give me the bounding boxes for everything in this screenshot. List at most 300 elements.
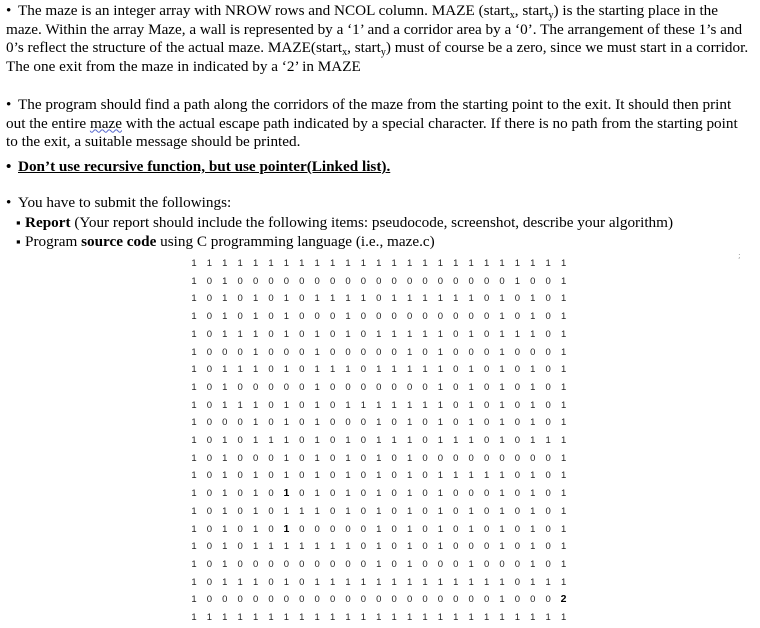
maze-cell: 1	[283, 328, 290, 340]
maze-cell: 1	[391, 364, 397, 376]
maze-cell: 0	[422, 346, 428, 358]
maze-cell: 1	[437, 328, 444, 340]
maze-cell: 1	[406, 470, 413, 482]
maze-cell: 0	[252, 275, 259, 287]
maze-cell: 0	[237, 346, 243, 358]
maze-cell: 1	[499, 346, 505, 358]
maze-cell: 0	[329, 488, 336, 500]
maze-cell: 1	[530, 523, 536, 535]
maze-cell: 0	[206, 417, 213, 429]
maze-cell: 1	[314, 470, 320, 482]
maze-cell: 0	[483, 328, 490, 340]
maze-cell: 0	[360, 488, 367, 500]
maze-cell: 1	[391, 328, 397, 340]
maze-cell: 1	[191, 328, 197, 340]
maze-cell: 1	[237, 399, 243, 411]
maze-cell: 1	[437, 381, 444, 393]
maze-cell: 0	[222, 594, 228, 606]
maze-cell: 1	[252, 364, 259, 376]
maze-cell: 1	[191, 505, 197, 517]
maze-cell: 0	[329, 470, 336, 482]
maze-cell: 0	[360, 541, 367, 553]
maze-cell: 1	[360, 612, 367, 623]
maze-cell: 0	[329, 381, 336, 393]
maze-cell: 1	[314, 364, 320, 376]
maze-cell: 0	[206, 558, 213, 570]
maze-cell: 1	[191, 594, 197, 606]
submission-item-source-code: ▪ Program source code using C programming language (i.e., maze.c)	[16, 233, 435, 250]
maze-cell: 1	[530, 311, 536, 323]
maze-cell: 0	[360, 311, 367, 323]
maze-cell: 1	[329, 541, 336, 553]
maze-cell: 0	[345, 523, 351, 535]
maze-cell: 0	[453, 488, 459, 500]
maze-cell: 1	[530, 505, 536, 517]
maze-cell: 0	[329, 594, 336, 606]
maze-cell: 0	[376, 275, 382, 287]
maze-cell: 1	[191, 417, 197, 429]
maze-cell: 0	[237, 558, 243, 570]
maze-cell: 1	[422, 576, 428, 588]
maze-cell: 1	[453, 470, 459, 482]
maze-cell: 0	[329, 275, 336, 287]
maze-cell: 0	[268, 505, 274, 517]
maze-cell: 1	[345, 488, 351, 500]
maze-cell: 0	[360, 364, 367, 376]
maze-cell: 0	[514, 399, 521, 411]
maze-cell: 1	[560, 435, 567, 446]
maze-cell: 1	[345, 541, 351, 553]
maze-cell: 0	[514, 576, 521, 588]
maze-cell: 0	[406, 381, 413, 393]
maze-cell: 0	[314, 594, 320, 606]
maze-cell: 0	[514, 470, 521, 482]
maze-cell: 0	[222, 346, 228, 358]
maze-cell: 1	[468, 523, 474, 535]
maze-cell: 1	[252, 488, 259, 500]
maze-cell: 0	[545, 328, 551, 340]
maze-cell: 1	[252, 311, 259, 323]
maze-cell: 1	[530, 558, 536, 570]
maze-cell: 0	[206, 576, 213, 588]
maze-cell: 0	[514, 452, 521, 464]
maze-cell: 1	[437, 399, 444, 411]
maze-cell: 0	[345, 417, 351, 429]
maze-cell: 1	[560, 470, 567, 482]
maze-cell: 1	[283, 417, 290, 429]
maze-cell: 1	[222, 399, 228, 411]
maze-cell: 1	[499, 364, 505, 376]
maze-cell: 1	[468, 558, 474, 570]
maze-cell: 0	[437, 594, 444, 606]
maze-cell: 0	[299, 558, 305, 570]
maze-cell: 0	[222, 417, 228, 429]
maze-cell: 1	[345, 470, 351, 482]
maze-cell: 1	[376, 364, 382, 376]
maze-cell: 0	[545, 381, 551, 393]
maze-cell: 0	[329, 346, 336, 358]
maze-cell: 0	[483, 452, 490, 464]
maze-cell: 1	[376, 399, 382, 411]
maze-cell: 1	[437, 523, 444, 535]
maze-cell: 1	[468, 417, 474, 429]
maze-cell: 0	[268, 558, 274, 570]
maze-cell: 0	[514, 346, 521, 358]
maze-cell: 0	[360, 275, 367, 287]
maze-cell: 0	[391, 541, 397, 553]
maze-cell: 1	[376, 470, 382, 482]
maze-cell: 1	[283, 399, 290, 411]
maze-cell: 1	[422, 293, 428, 305]
maze-cell: 1	[376, 435, 382, 446]
maze-cell: 0	[268, 381, 274, 393]
maze-cell: 1	[345, 293, 351, 305]
maze-cell: 1	[468, 399, 474, 411]
maze-cell: 0	[283, 381, 290, 393]
maze-cell: 1	[514, 275, 521, 287]
maze-cell: 1	[191, 576, 197, 588]
maze-cell: 1	[483, 470, 490, 482]
maze-cell: 0	[360, 381, 367, 393]
maze-cell: 1	[468, 364, 474, 376]
maze-cell: 1	[252, 346, 259, 358]
maze-cell: 1	[406, 488, 413, 500]
maze-cell: 1	[499, 594, 505, 606]
maze-cell: 1	[560, 488, 567, 500]
maze-cell: 1	[406, 435, 413, 446]
maze-cell: 1	[191, 293, 197, 305]
maze-cell: 1	[345, 311, 351, 323]
maze-cell: 0	[530, 594, 536, 606]
maze-cell: 1	[329, 293, 336, 305]
maze-cell: 0	[237, 452, 243, 464]
maze-cell: 0	[314, 311, 320, 323]
maze-cell: 0	[453, 381, 459, 393]
maze-cell: 1	[345, 452, 351, 464]
maze-cell: 0	[468, 311, 474, 323]
maze-cell: 1	[391, 435, 397, 446]
maze-cell: 1	[499, 258, 505, 269]
maze-cell: 0	[391, 275, 397, 287]
maze-cell: 1	[345, 435, 351, 446]
maze-cell: 0	[299, 435, 305, 446]
maze-cell: 0	[299, 328, 305, 340]
maze-cell: 1	[283, 470, 290, 482]
maze-cell: 1	[468, 505, 474, 517]
maze-cell: 0	[453, 399, 459, 411]
maze-cell: 0	[329, 505, 336, 517]
maze-cell: 1	[283, 452, 290, 464]
maze-cell: 0	[391, 346, 397, 358]
maze-cell: 0	[206, 435, 213, 446]
maze-cell: 1	[560, 328, 567, 340]
maze-cell: 0	[514, 293, 521, 305]
maze-cell: 1	[560, 275, 567, 287]
maze-cell: 1	[314, 293, 320, 305]
maze-cell: 1	[283, 311, 290, 323]
maze-cell: 0	[514, 594, 521, 606]
maze-cell: 1	[314, 612, 320, 623]
paragraph-submission: • You have to submit the followings:	[6, 194, 232, 211]
maze-cell: 0	[422, 417, 428, 429]
maze-cell: 0	[422, 558, 428, 570]
maze-cell: 1	[560, 399, 567, 411]
maze-cell: 0	[483, 488, 490, 500]
maze-cell: 0	[422, 488, 428, 500]
maze-cell: 0	[299, 346, 305, 358]
maze-cell: 0	[345, 346, 351, 358]
maze-cell: 0	[268, 488, 274, 500]
maze-cell: 1	[530, 612, 536, 623]
maze-cell: 1	[237, 364, 243, 376]
maze-cell: 0	[360, 452, 367, 464]
maze-cell: 1	[406, 328, 413, 340]
maze-cell: 1	[222, 523, 228, 535]
maze-cell: 1	[360, 576, 367, 588]
maze-cell: 1	[483, 612, 490, 623]
maze-cell: 1	[252, 328, 259, 340]
maze-cell: 0	[483, 311, 490, 323]
maze-cell: 0	[206, 541, 213, 553]
maze-cell: 1	[191, 364, 197, 376]
maze-cell: 1	[560, 612, 567, 623]
maze-cell: 1	[560, 364, 567, 376]
maze-cell: 0	[268, 293, 274, 305]
maze-cell: 0	[514, 505, 521, 517]
maze-cell: 0	[299, 399, 305, 411]
maze-cell: 0	[422, 505, 428, 517]
maze-cell: 0	[360, 558, 367, 570]
maze-cell: 1	[191, 311, 197, 323]
maze-cell: 0	[406, 594, 413, 606]
maze-cell: 1	[299, 541, 305, 553]
maze-cell: 0	[468, 275, 474, 287]
maze-cell: 1	[437, 417, 444, 429]
maze-cell: 0	[514, 417, 521, 429]
maze-cell: 1	[530, 470, 536, 482]
maze-cell: 1	[560, 523, 567, 535]
maze-cell: 1	[499, 612, 505, 623]
maze-cell: 0	[268, 523, 274, 535]
maze-cell: 0	[376, 346, 382, 358]
maze-cell: 0	[391, 488, 397, 500]
maze-cell: 0	[530, 275, 536, 287]
maze-cell: 0	[237, 541, 243, 553]
maze-cell: 0	[391, 558, 397, 570]
maze-cell: 1	[545, 576, 551, 588]
maze-cell: 0	[545, 470, 551, 482]
maze-cell: 1	[560, 558, 567, 570]
maze-cell: 1	[468, 576, 474, 588]
maze-cell: 0	[483, 558, 490, 570]
maze-cell: 0	[545, 558, 551, 570]
maze-cell: 1	[222, 258, 228, 269]
maze-cell: 1	[391, 576, 397, 588]
maze-cell: 1	[252, 523, 259, 535]
maze-cell: 1	[345, 364, 351, 376]
maze-cell: 1	[376, 523, 382, 535]
maze-cell: 1	[514, 612, 521, 623]
maze-cell: 1	[283, 522, 290, 535]
maze-cell: 0	[468, 594, 474, 606]
maze-cell: 1	[345, 258, 351, 269]
maze-cell: 0	[453, 523, 459, 535]
maze-cell: 0	[206, 381, 213, 393]
maze-cell: 0	[453, 505, 459, 517]
maze-cell: 0	[453, 328, 459, 340]
maze-cell: 1	[499, 417, 505, 429]
maze-cell: 1	[268, 435, 274, 446]
maze-cell: 0	[545, 505, 551, 517]
maze-cell: 1	[252, 293, 259, 305]
maze-cell: 0	[437, 452, 444, 464]
maze-cell: 0	[422, 452, 428, 464]
maze-cell: 0	[545, 346, 551, 358]
maze-cell: 1	[252, 258, 259, 269]
maze-cell: 0	[437, 275, 444, 287]
maze-cell: 1	[499, 523, 505, 535]
maze-cell: 0	[268, 452, 274, 464]
maze-cell: 0	[345, 594, 351, 606]
maze-cell: 1	[360, 258, 367, 269]
maze-cell: 0	[468, 541, 474, 553]
maze-cell: 1	[345, 505, 351, 517]
maze-cell: 0	[391, 594, 397, 606]
maze-cell: 0	[268, 328, 274, 340]
maze-cell: 1	[499, 381, 505, 393]
maze-cell: 1	[191, 523, 197, 535]
maze-cell: 1	[437, 505, 444, 517]
maze-cell: 0	[514, 364, 521, 376]
maze-cell: 0	[252, 452, 259, 464]
maze-cell: 1	[314, 328, 320, 340]
maze-cell: 0	[376, 293, 382, 305]
maze-cell: 1	[437, 293, 444, 305]
maze-cell: 1	[530, 328, 536, 340]
maze-cell: 1	[283, 576, 290, 588]
maze-cell: 1	[545, 258, 551, 269]
maze-cell: 1	[468, 470, 474, 482]
maze-cell: 0	[437, 311, 444, 323]
maze-cell: 0	[299, 275, 305, 287]
maze-cell: 1	[514, 258, 521, 269]
maze-cell: 0	[345, 275, 351, 287]
maze-cell: 1	[560, 505, 567, 517]
maze-cell: 1	[345, 612, 351, 623]
maze-cell: 1	[406, 523, 413, 535]
maze-cell: 0	[360, 594, 367, 606]
maze-cell: 1	[422, 364, 428, 376]
maze-cell: 0	[237, 417, 243, 429]
square-bullet: ▪	[16, 215, 21, 230]
maze-cell: 0	[329, 399, 336, 411]
maze-cell: 0	[499, 452, 505, 464]
maze-cell: 0	[299, 381, 305, 393]
maze-cell: 0	[299, 293, 305, 305]
maze-cell: 1	[437, 364, 444, 376]
maze-cell: 1	[191, 258, 197, 269]
maze-cell: 0	[376, 381, 382, 393]
maze-cell: 0	[360, 346, 367, 358]
maze-cell: 1	[499, 470, 505, 482]
maze-cell: 1	[514, 328, 521, 340]
maze-cell: 1	[345, 399, 351, 411]
maze-cell: 1	[299, 505, 305, 517]
maze-cell: 1	[283, 258, 290, 269]
maze-cell: 0	[406, 311, 413, 323]
maze-cell: 0	[206, 328, 213, 340]
maze-cell: 1	[499, 541, 505, 553]
maze-cell: 0	[206, 523, 213, 535]
maze-cell: 1	[360, 293, 367, 305]
maze-cell: 0	[329, 311, 336, 323]
maze-cell: 0	[299, 417, 305, 429]
maze-cell: 1	[360, 399, 367, 411]
maze-cell: 0	[453, 417, 459, 429]
maze-cell: 1	[252, 417, 259, 429]
maze-cell: 1	[437, 612, 444, 623]
maze-cell: 1	[453, 293, 459, 305]
maze-cell: 1	[437, 576, 444, 588]
maze-cell: 0	[345, 558, 351, 570]
maze-cell: 0	[329, 558, 336, 570]
maze-cell: 0	[499, 558, 505, 570]
maze-cell: 1	[560, 258, 567, 269]
maze-cell: 1	[345, 328, 351, 340]
maze-cell: 0	[422, 541, 428, 553]
maze-cell: 1	[437, 258, 444, 269]
maze-cell: 0	[483, 346, 490, 358]
maze-cell: 1	[422, 328, 428, 340]
maze-cell: 1	[222, 505, 228, 517]
maze-cell: 1	[406, 364, 413, 376]
maze-cell: 0	[299, 488, 305, 500]
maze-cell: 1	[453, 258, 459, 269]
maze-cell: 1	[191, 275, 197, 287]
maze-cell: 1	[191, 558, 197, 570]
maze-cell: 1	[391, 293, 397, 305]
maze-cell: 1	[376, 558, 382, 570]
maze-cell: 1	[376, 452, 382, 464]
maze-cell: 0	[545, 399, 551, 411]
maze-cell: 0	[314, 523, 320, 535]
maze-cell: 0	[268, 417, 274, 429]
maze-cell: 0	[206, 452, 213, 464]
maze-cell: 1	[222, 541, 228, 553]
maze-cell: 1	[530, 576, 536, 588]
maze-cell: 0	[268, 470, 274, 482]
maze-cell: 0	[299, 364, 305, 376]
maze-cell: 1	[252, 612, 259, 623]
maze-cell: 1	[191, 346, 197, 358]
maze-cell: 0	[237, 488, 243, 500]
maze-cell: 1	[314, 435, 320, 446]
maze-cell: 1	[222, 558, 228, 570]
square-bullet: ▪	[16, 234, 21, 249]
maze-cell: 0	[545, 488, 551, 500]
maze-cell: 0	[514, 558, 521, 570]
maze-cell: 1	[222, 470, 228, 482]
maze-cell: 1	[453, 612, 459, 623]
maze-cell: 0	[483, 523, 490, 535]
maze-cell: 0	[252, 381, 259, 393]
maze-cell: 0	[299, 523, 305, 535]
maze-cell: 1	[252, 505, 259, 517]
maze-cell: 1	[422, 399, 428, 411]
maze-cell: 1	[530, 435, 536, 446]
maze-cell: 1	[530, 417, 536, 429]
maze-cell: 0	[314, 275, 320, 287]
